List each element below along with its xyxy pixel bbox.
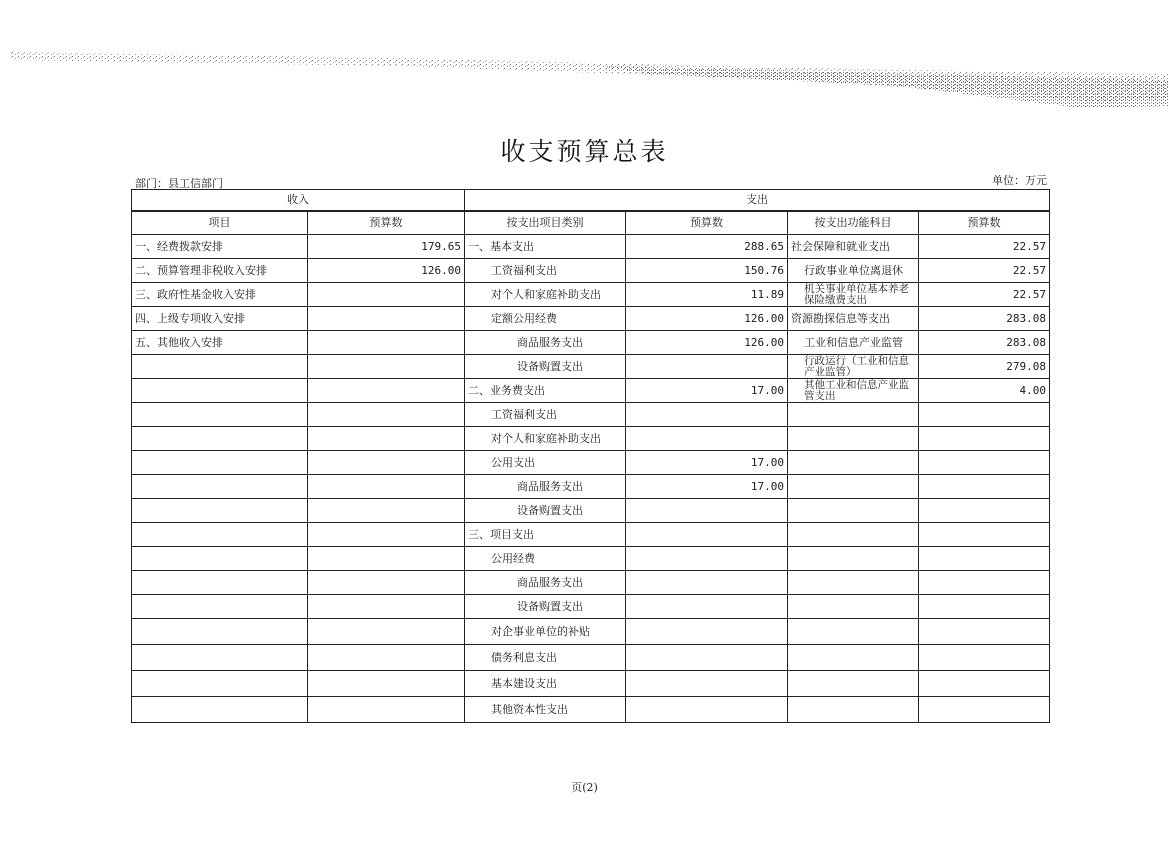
function-amount: 22.57	[919, 283, 1050, 307]
income-amount	[308, 355, 465, 379]
income-amount	[308, 645, 465, 671]
function-item: 其他工业和信息产业监管支出	[788, 379, 919, 403]
table-row	[132, 283, 1050, 307]
col-exp-category-amount: 预算数	[626, 211, 788, 235]
expense-amount	[626, 547, 788, 571]
function-item: 工业和信息产业监管	[788, 331, 919, 355]
table-row	[132, 671, 1050, 697]
function-item	[788, 403, 919, 427]
table-row	[132, 259, 1050, 283]
expense-amount: 150.76	[626, 259, 788, 283]
function-amount	[919, 475, 1050, 499]
function-amount	[919, 523, 1050, 547]
table-row	[132, 355, 1050, 379]
function-item	[788, 595, 919, 619]
table-row	[132, 235, 1050, 259]
income-item: 五、其他收入安排	[132, 331, 308, 355]
income-header: 收入	[132, 190, 465, 212]
income-item	[132, 595, 308, 619]
income-amount	[308, 595, 465, 619]
income-item: 三、政府性基金收入安排	[132, 283, 308, 307]
expense-item: 定额公用经费	[465, 307, 626, 331]
function-amount	[919, 451, 1050, 475]
col-exp-category: 按支出项目类别	[465, 211, 626, 235]
table-row	[132, 475, 1050, 499]
function-item	[788, 671, 919, 697]
table-row	[132, 595, 1050, 619]
function-item: 行政事业单位离退休	[788, 259, 919, 283]
expense-amount	[626, 619, 788, 645]
function-item	[788, 451, 919, 475]
expense-item: 一、基本支出	[465, 235, 626, 259]
budget-table	[131, 189, 1050, 723]
expense-amount	[626, 427, 788, 451]
scan-noise-streak	[0, 40, 1169, 110]
expense-item: 对企事业单位的补贴	[465, 619, 626, 645]
function-item	[788, 619, 919, 645]
function-amount	[919, 547, 1050, 571]
expense-header: 支出	[465, 190, 1050, 212]
function-amount: 22.57	[919, 235, 1050, 259]
function-amount	[919, 595, 1050, 619]
table-row	[132, 499, 1050, 523]
header-row-columns	[132, 211, 1050, 235]
expense-item: 三、项目支出	[465, 523, 626, 547]
function-item	[788, 547, 919, 571]
expense-amount: 126.00	[626, 307, 788, 331]
function-item	[788, 571, 919, 595]
page-number: 页(2)	[571, 781, 598, 794]
function-amount	[919, 645, 1050, 671]
function-amount	[919, 619, 1050, 645]
income-item	[132, 379, 308, 403]
expense-amount: 126.00	[626, 331, 788, 355]
function-item	[788, 645, 919, 671]
expense-item: 设备购置支出	[465, 595, 626, 619]
page-title: 收支预算总表	[500, 137, 669, 166]
income-item: 四、上级专项收入安排	[132, 307, 308, 331]
income-amount	[308, 671, 465, 697]
expense-item: 基本建设支出	[465, 671, 626, 697]
function-amount	[919, 427, 1050, 451]
expense-amount	[626, 671, 788, 697]
income-amount	[308, 523, 465, 547]
table-row	[132, 379, 1050, 403]
income-item	[132, 499, 308, 523]
expense-item: 工资福利支出	[465, 403, 626, 427]
expense-amount: 11.89	[626, 283, 788, 307]
col-exp-function-amount: 预算数	[919, 211, 1050, 235]
function-item: 机关事业单位基本养老保险缴费支出	[788, 283, 919, 307]
function-amount: 22.57	[919, 259, 1050, 283]
table-row	[132, 451, 1050, 475]
expense-item: 债务利息支出	[465, 645, 626, 671]
expense-amount	[626, 571, 788, 595]
expense-item: 商品服务支出	[465, 331, 626, 355]
income-amount	[308, 547, 465, 571]
function-amount	[919, 697, 1050, 723]
income-amount	[308, 619, 465, 645]
table-row	[132, 523, 1050, 547]
table-row	[132, 645, 1050, 671]
expense-item: 公用经费	[465, 547, 626, 571]
income-amount	[308, 571, 465, 595]
income-item	[132, 475, 308, 499]
expense-amount: 17.00	[626, 475, 788, 499]
header-row-group	[132, 190, 1050, 212]
expense-amount	[626, 697, 788, 723]
col-income-item: 项目	[132, 211, 308, 235]
table-row	[132, 571, 1050, 595]
income-amount	[308, 283, 465, 307]
income-item	[132, 547, 308, 571]
income-item	[132, 427, 308, 451]
expense-amount	[626, 523, 788, 547]
expense-item: 公用支出	[465, 451, 626, 475]
expense-item: 设备购置支出	[465, 499, 626, 523]
function-item	[788, 697, 919, 723]
expense-amount	[626, 645, 788, 671]
income-amount	[308, 331, 465, 355]
income-item	[132, 523, 308, 547]
function-item: 社会保障和就业支出	[788, 235, 919, 259]
income-item	[132, 671, 308, 697]
expense-item: 二、业务费支出	[465, 379, 626, 403]
function-item: 资源勘探信息等支出	[788, 307, 919, 331]
function-item	[788, 523, 919, 547]
income-item	[132, 571, 308, 595]
function-amount	[919, 403, 1050, 427]
function-amount: 4.00	[919, 379, 1050, 403]
unit-label: 单位：万元	[992, 174, 1047, 187]
expense-item: 商品服务支出	[465, 571, 626, 595]
income-amount	[308, 697, 465, 723]
expense-item: 对个人和家庭补助支出	[465, 283, 626, 307]
expense-item: 商品服务支出	[465, 475, 626, 499]
expense-item: 设备购置支出	[465, 355, 626, 379]
function-amount	[919, 671, 1050, 697]
income-amount	[308, 451, 465, 475]
income-item: 一、经费拨款安排	[132, 235, 308, 259]
table-row	[132, 427, 1050, 451]
expense-amount: 17.00	[626, 379, 788, 403]
expense-amount	[626, 403, 788, 427]
expense-item: 对个人和家庭补助支出	[465, 427, 626, 451]
expense-amount: 288.65	[626, 235, 788, 259]
income-amount	[308, 499, 465, 523]
income-amount: 179.65	[308, 235, 465, 259]
income-item: 二、预算管理非税收入安排	[132, 259, 308, 283]
function-amount: 279.08	[919, 355, 1050, 379]
income-item	[132, 697, 308, 723]
expense-item: 工资福利支出	[465, 259, 626, 283]
income-amount	[308, 307, 465, 331]
table-row	[132, 403, 1050, 427]
function-item	[788, 499, 919, 523]
table-row	[132, 307, 1050, 331]
expense-amount	[626, 499, 788, 523]
table-row	[132, 331, 1050, 355]
income-item	[132, 403, 308, 427]
function-amount: 283.08	[919, 307, 1050, 331]
col-income-amount: 预算数	[308, 211, 465, 235]
income-amount	[308, 475, 465, 499]
function-item: 行政运行（工业和信息产业监管）	[788, 355, 919, 379]
function-amount	[919, 571, 1050, 595]
department-label: 部门：县工信部门	[135, 177, 223, 190]
income-amount	[308, 403, 465, 427]
function-amount: 283.08	[919, 331, 1050, 355]
function-item	[788, 475, 919, 499]
table-row	[132, 547, 1050, 571]
income-amount	[308, 427, 465, 451]
income-item	[132, 355, 308, 379]
expense-amount	[626, 355, 788, 379]
income-item	[132, 619, 308, 645]
expense-amount	[626, 595, 788, 619]
expense-amount: 17.00	[626, 451, 788, 475]
table-row	[132, 697, 1050, 723]
function-item	[788, 427, 919, 451]
expense-item: 其他资本性支出	[465, 697, 626, 723]
income-item	[132, 645, 308, 671]
income-amount	[308, 379, 465, 403]
table-row	[132, 619, 1050, 645]
income-amount: 126.00	[308, 259, 465, 283]
income-item	[132, 451, 308, 475]
function-amount	[919, 499, 1050, 523]
col-exp-function: 按支出功能科目	[788, 211, 919, 235]
